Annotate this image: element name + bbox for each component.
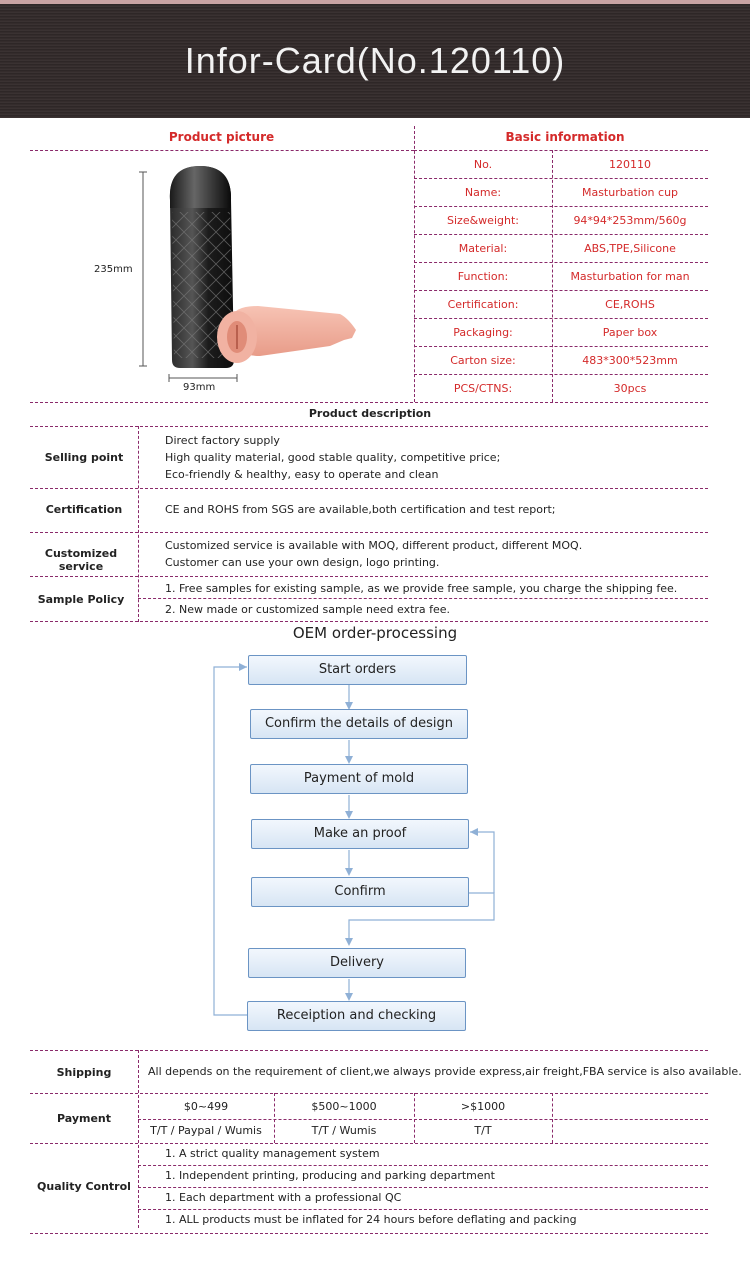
payment-method: T/T / Paypal / Wumis <box>150 1124 262 1137</box>
basic-info-value: ABS,TPE,Silicone <box>584 242 676 255</box>
shipping-text: All depends on the requirement of client,we always provide express,air freight,FBA service is also available. <box>148 1065 742 1078</box>
product-picture-title: Product picture <box>168 130 275 144</box>
quality-line: 1. ALL products must be inflated for 24 hours before deflating and packing <box>165 1213 577 1226</box>
basic-info-label: Function: <box>457 270 509 283</box>
divider <box>30 1233 708 1234</box>
quality-line: 1. A strict quality management system <box>165 1147 380 1160</box>
flow-step-delivery: Delivery <box>248 948 466 978</box>
selling-point-line: High quality material, good stable quality, competitive price; <box>165 451 501 464</box>
sample-policy-line: 1. Free samples for existing sample, as we provide free sample, you charge the shipping fee. <box>165 582 678 595</box>
flow-step-confirm: Confirm <box>251 877 469 907</box>
basic-info-label: Packaging: <box>453 326 513 339</box>
basic-info-label: Certification: <box>447 298 519 311</box>
selling-point-line: Eco-friendly & healthy, easy to operate and clean <box>165 468 439 481</box>
flow-step-start-orders: Start orders <box>248 655 467 685</box>
flow-step-payment-of-mold: Payment of mold <box>250 764 468 794</box>
divider <box>138 1119 708 1120</box>
basic-info-value: Masturbation cup <box>581 186 679 199</box>
page-title: Infor-Card(No.120110) <box>184 40 566 81</box>
payment-method: T/T / Wumis <box>311 1124 377 1137</box>
payment-method: T/T <box>474 1124 492 1137</box>
height-dimension-label: 235mm <box>94 264 133 275</box>
selling-point-label: Selling point <box>44 451 124 464</box>
basic-info-label: Size&weight: <box>447 214 519 227</box>
divider <box>138 1187 708 1188</box>
basic-info-value: 483*300*523mm <box>582 354 678 367</box>
quality-line: 1. Independent printing, producing and parking department <box>165 1169 495 1182</box>
basic-info-title: Basic information <box>505 130 625 144</box>
shipping-label: Shipping <box>56 1066 112 1079</box>
certification-text: CE and ROHS from SGS are available,both certification and test report; <box>165 503 556 516</box>
divider <box>138 1165 708 1166</box>
product-description-title: Product description <box>308 407 432 420</box>
payment-range: >$1000 <box>460 1100 506 1113</box>
payment-label: Payment <box>56 1112 112 1125</box>
flow-step-receiption-checking: Receiption and checking <box>247 1001 466 1031</box>
divider <box>30 1143 708 1144</box>
customized-service-line: Customer can use your own design, logo printing. <box>165 556 440 569</box>
oem-title: OEM order-processing <box>292 624 458 642</box>
basic-info-value: 30pcs <box>613 382 647 395</box>
basic-info-value: Masturbation for man <box>570 270 690 283</box>
certification-label: Certification <box>45 503 123 516</box>
sample-policy-label: Sample Policy <box>37 593 125 606</box>
basic-info-value: 120110 <box>609 158 651 171</box>
flow-step-make-proof: Make an proof <box>251 819 469 849</box>
customized-service-label: Customized service <box>44 547 118 573</box>
bottom-column-divider <box>138 1050 139 1228</box>
customized-service-line: Customized service is available with MOQ, different product, different MOQ. <box>165 539 583 552</box>
payment-range: $500~1000 <box>311 1100 377 1113</box>
selling-point-line: Direct factory supply <box>165 434 280 447</box>
basic-info-value: 94*94*253mm/560g <box>573 214 687 227</box>
basic-info-value: Paper box <box>602 326 658 339</box>
payment-range: $0~499 <box>183 1100 229 1113</box>
basic-info-value: CE,ROHS <box>605 298 655 311</box>
width-dimension-label: 93mm <box>183 382 216 393</box>
basic-info-label: Carton size: <box>450 354 516 367</box>
basic-info-label: PCS/CTNS: <box>453 382 513 395</box>
divider <box>30 1093 708 1094</box>
flow-step-confirm-design: Confirm the details of design <box>250 709 468 739</box>
basic-info-label: No. <box>473 158 493 171</box>
payment-column-divider <box>552 1093 553 1143</box>
divider <box>138 1209 708 1210</box>
quality-line: 1. Each department with a professional QC <box>165 1191 402 1204</box>
sample-policy-line: 2. New made or customized sample need extra fee. <box>165 603 451 616</box>
basic-info-label: Material: <box>458 242 508 255</box>
quality-control-label: Quality Control <box>37 1180 131 1193</box>
basic-info-label: Name: <box>464 186 502 199</box>
divider <box>30 1050 708 1051</box>
